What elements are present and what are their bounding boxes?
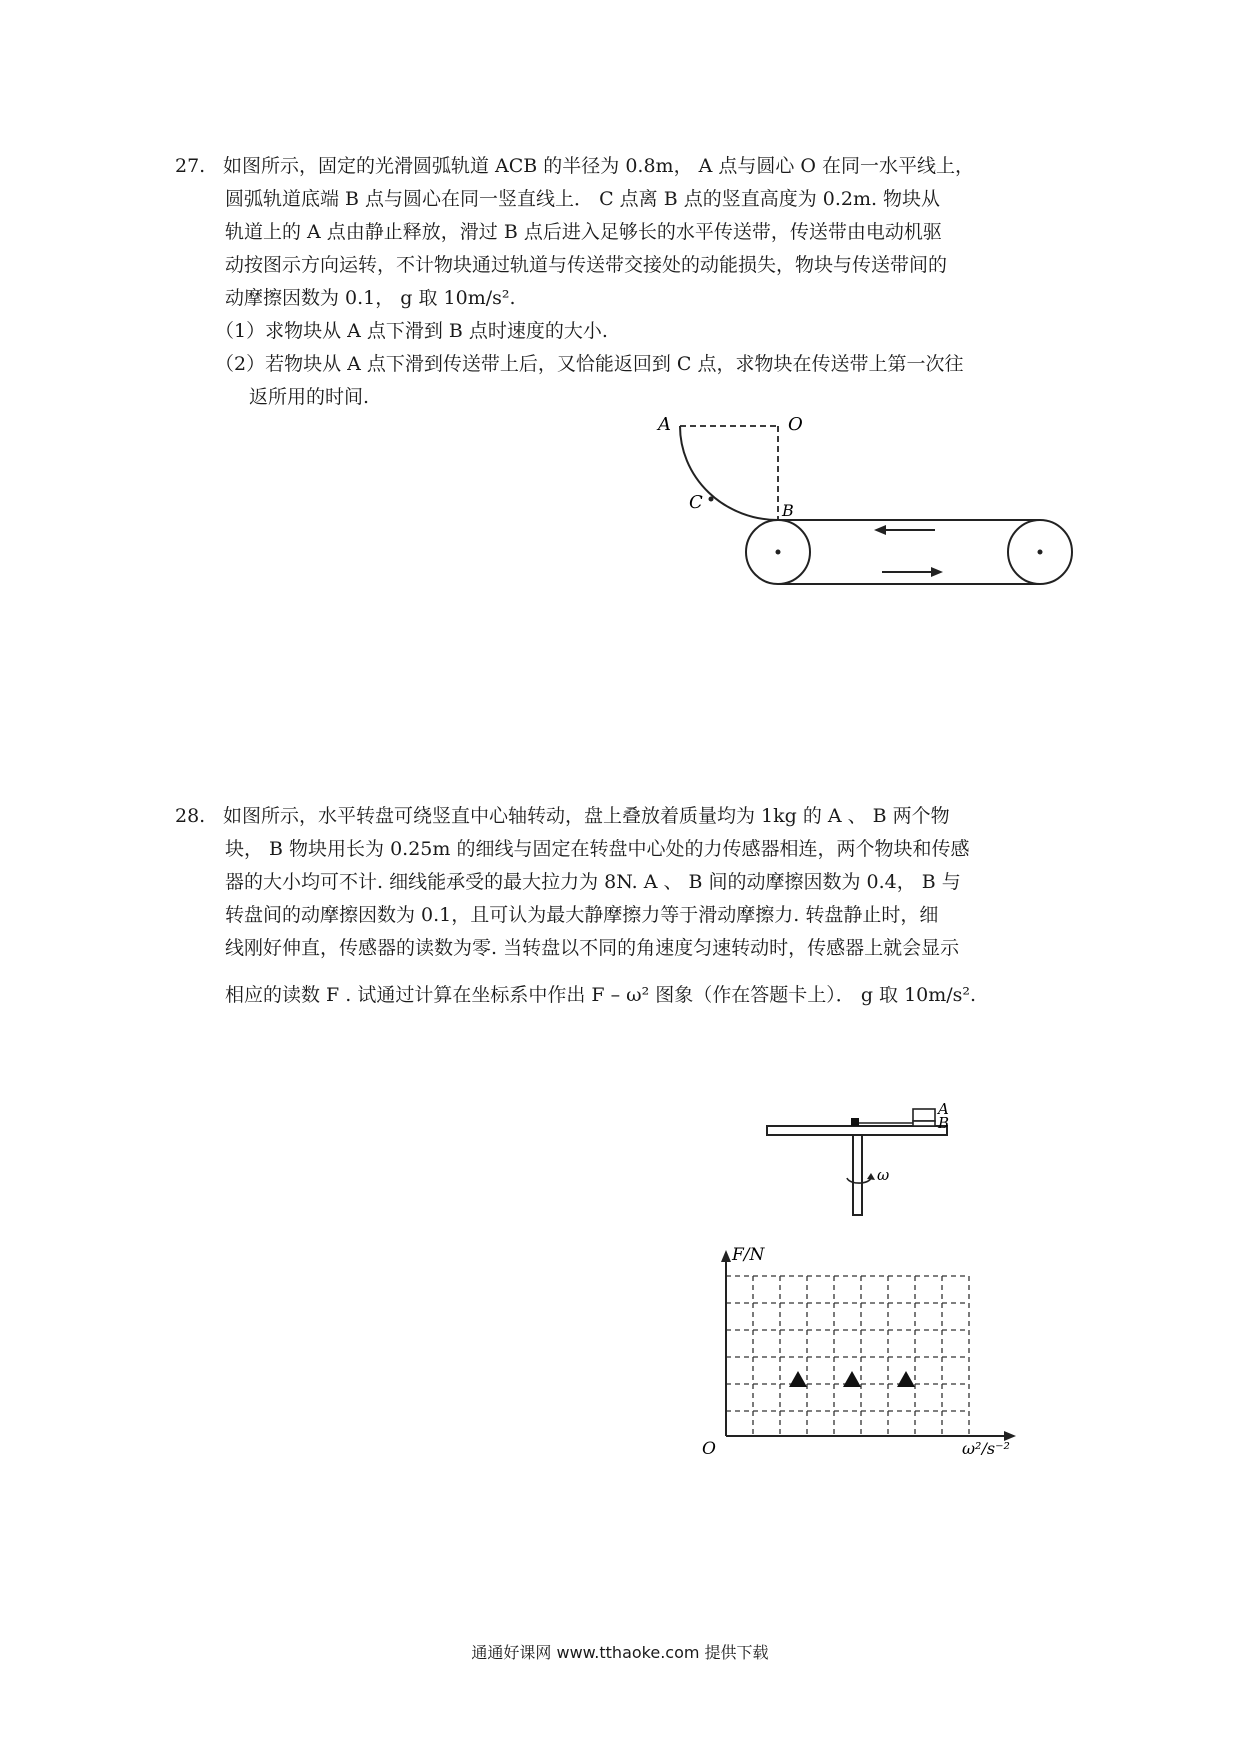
arrow-left-icon [874, 525, 935, 535]
q28-line-5: 线刚好伸直，传感器的读数为零. 当转盘以不同的角速度匀速转动时，传感器上就会显示 [225, 937, 960, 959]
force-sensor [851, 1118, 859, 1126]
q27-line-3: 轨道上的 A 点由静止释放，滑过 B 点后进入足够长的水平传送带，传送带由电动机驱 [225, 221, 942, 243]
x-axis-label: ω²/s⁻² [962, 1439, 1010, 1455]
q28-line-1 [175, 800, 1060, 833]
label-c: C [689, 492, 703, 513]
q28-text-1: 如图所示，水平转盘可绕竖直中心轴转动，盘上叠放着质量均为 1kg 的 A 、 B 两个物 [223, 805, 950, 827]
dashed-grid [726, 1276, 969, 1436]
label-block-b: B [938, 1114, 950, 1132]
q27-number: 27. [175, 155, 206, 177]
turntable-disk [767, 1126, 947, 1135]
triangle-mark-3 [897, 1371, 915, 1387]
label-a: A [658, 414, 671, 435]
y-axis-arrow-icon [721, 1250, 731, 1262]
q27-sub-1: （1）求物块从 A 点下滑到 B 点时速度的大小. [215, 320, 608, 342]
q28-number: 28. [175, 805, 206, 827]
rotation-axis [853, 1135, 862, 1215]
q27-line-2: 圆弧轨道底端 B 点与圆心在同一竖直线上． C 点离 B 点的竖直高度为 0.2m. 物块从 [225, 188, 941, 210]
q28-line-6: 相应的读数 F . 试通过计算在坐标系中作出 F – ω² 图象（作在答题卡上）． g 取 10m/s². [225, 984, 977, 1006]
q27-figure [650, 408, 1090, 593]
q27-sub-2-line-1: （2）若物块从 A 点下滑到传送带上后，又恰能返回到 C 点，求物块在传送带上第一次往 [215, 353, 964, 375]
question-28 [175, 800, 1060, 1012]
origin-label: O [702, 1439, 716, 1455]
point-c-dot [709, 497, 714, 502]
label-omega: ω [877, 1166, 890, 1184]
arrow-right-icon [882, 567, 943, 577]
label-block-a: A [938, 1100, 949, 1118]
footer: 通通好课网 www.tthaoke.com 提供下载 [471, 1643, 769, 1662]
q27-line-5: 动摩擦因数为 0.1， g 取 10m/s². [225, 287, 516, 309]
q27-line-1 [175, 150, 1060, 183]
label-b: B [782, 501, 794, 520]
q27-text-1: 如图所示，固定的光滑圆弧轨道 ACB 的半径为 0.8m， A 点与圆心 O 在同一水平线上， [223, 155, 975, 177]
triangle-mark-2 [843, 1371, 861, 1387]
q27-sub-2-line-2: 返所用的时间. [249, 386, 370, 408]
q28-line-2: 块， B 物块用长为 0.25m 的细线与固定在转盘中心处的力传感器相连，两个物块和传感 [225, 838, 970, 860]
block-a [913, 1109, 935, 1121]
label-o: O [788, 414, 803, 435]
question-27 [175, 150, 1060, 414]
triangle-mark-1 [789, 1371, 807, 1387]
q28-line-3: 器的大小均可不计. 细线能承受的最大拉力为 8N. A 、 B 间的动摩擦因数为 0.4， B 与 [225, 871, 961, 893]
q28-turntable-figure [755, 1090, 995, 1235]
q28-graph-figure [700, 1240, 1030, 1455]
q28-line-4: 转盘间的动摩擦因数为 0.1，且可认为最大静摩擦力等于滑动摩擦力. 转盘静止时，细 [225, 904, 939, 926]
block-b [913, 1121, 935, 1126]
q27-line-4: 动按图示方向运转，不计物块通过轨道与传送带交接处的动能损失，物块与传送带间的 [225, 254, 948, 276]
y-axis-label: F/N [732, 1245, 765, 1265]
